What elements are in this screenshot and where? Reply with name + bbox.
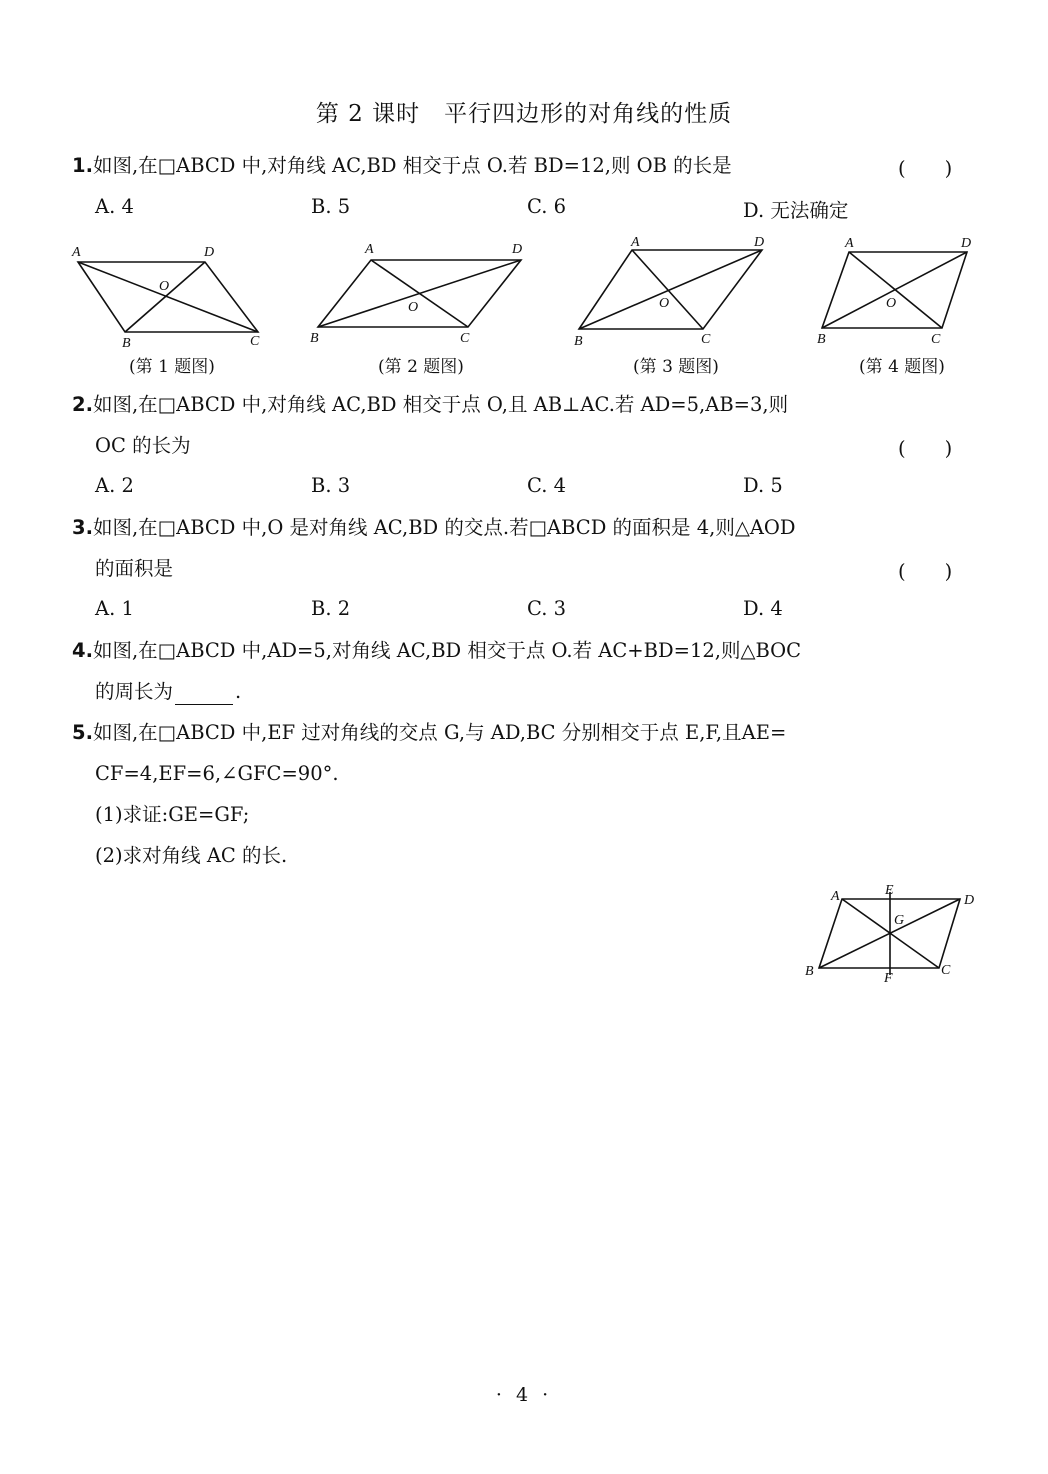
figure-1-label-d: D (204, 245, 215, 260)
figure-5-label-d: D (964, 893, 975, 908)
question-2-text-line-2: OC 的长为 (95, 434, 191, 457)
question-1-option-d: D. 无法确定 (743, 199, 849, 222)
figure-5-label-g: G (894, 913, 905, 928)
figure-1-caption: (第 1 题图) (129, 357, 215, 377)
figure-5-label-b: B (805, 964, 814, 979)
figure-5-label-c: C (941, 963, 951, 978)
figure-2-label-a: A (365, 242, 374, 257)
figure-2-label-c: C (460, 331, 470, 346)
question-3-text: 如图,在□ABCD 中,O 是对角线 AC,BD 的交点.若□ABCD 的面积是 4,则△AOD (92, 516, 796, 539)
question-1 (72, 153, 732, 179)
figure-2 (310, 242, 522, 346)
figure-4-caption: (第 4 题图) (859, 357, 945, 377)
question-1-answer-paren: ( ) (898, 157, 953, 180)
question-2 (72, 392, 788, 418)
figure-1-label-b: B (122, 336, 131, 351)
figure-1-label-o: O (159, 279, 170, 294)
question-5-text-line-2: CF=4,EF=6,∠GFC=90°. (95, 762, 339, 785)
figure-4-label-d: D (961, 236, 972, 251)
question-1-option-b: B. 5 (311, 195, 351, 218)
question-3-option-a: A. 1 (95, 597, 134, 620)
figure-5-label-e: E (885, 883, 894, 898)
question-1-text: 如图,在□ABCD 中,对角线 AC,BD 相交于点 O.若 BD=12,则 OB 的长是 (92, 154, 732, 177)
figure-4-label-o: O (886, 296, 897, 311)
figure-2-diagonal-bd (318, 260, 521, 327)
figure-2-label-o: O (408, 300, 419, 315)
figure-1 (71, 245, 260, 351)
figures-row (60, 232, 1020, 352)
figure-2-label-d: D (512, 242, 523, 257)
figure-1-label-c: C (250, 334, 260, 349)
question-5-number: 5. (72, 721, 93, 744)
question-4-answer-blank[interactable] (175, 684, 233, 705)
figure-5 (798, 878, 988, 988)
figure-4 (817, 236, 971, 347)
question-4-text-before-blank: 的周长为 (95, 680, 174, 703)
figure-3-label-o: O (659, 296, 670, 311)
question-3-option-c: C. 3 (527, 597, 567, 620)
question-2-option-a: A. 2 (95, 474, 134, 497)
figure-3-label-a: A (631, 235, 640, 250)
figure-2-label-b: B (310, 331, 319, 346)
question-1-option-a: A. 4 (95, 195, 134, 218)
figure-4-label-b: B (817, 332, 826, 347)
question-3 (72, 515, 796, 541)
question-3-text-line-2: 的面积是 (95, 557, 174, 580)
page-title: 第 2 课时 平行四边形的对角线的性质 (315, 101, 733, 127)
question-3-answer-paren: ( ) (898, 560, 953, 583)
figure-3-caption: (第 3 题图) (633, 357, 719, 377)
question-2-number: 2. (72, 393, 93, 416)
question-4-text: 如图,在□ABCD 中,AD=5,对角线 AC,BD 相交于点 O.若 AC+BD=12,则△BOC (92, 639, 802, 662)
question-1-option-c: C. 6 (527, 195, 567, 218)
figure-1-diagonal-bd (125, 262, 205, 332)
question-2-option-d: D. 5 (743, 474, 783, 497)
figure-3-diagonal-ac (632, 250, 703, 329)
figure-3-label-d: D (754, 235, 765, 250)
question-2-text: 如图,在□ABCD 中,对角线 AC,BD 相交于点 O,且 AB⊥AC.若 AD=5,AB=3,则 (92, 393, 789, 416)
page-number: · 4 · (495, 1384, 553, 1406)
figure-4-label-a: A (845, 236, 854, 251)
question-5 (72, 720, 786, 746)
figure-4-label-c: C (931, 332, 941, 347)
question-4-number: 4. (72, 639, 93, 662)
question-5-text: 如图,在□ABCD 中,EF 过对角线的交点 G,与 AD,BC 分别相交于点 E,F,且AE= (92, 721, 787, 744)
question-3-option-b: B. 2 (311, 597, 351, 620)
question-3-option-d: D. 4 (743, 597, 783, 620)
figure-1-label-a: A (72, 245, 81, 260)
question-4 (72, 638, 801, 664)
question-5-subquestion-2: (2)求对角线 AC 的长. (95, 844, 288, 867)
question-2-option-b: B. 3 (311, 474, 351, 497)
question-4-text-after-blank: . (235, 680, 242, 703)
question-2-option-c: C. 4 (527, 474, 567, 497)
figure-2-caption: (第 2 题图) (378, 357, 464, 377)
figure-3 (574, 235, 764, 349)
question-3-number: 3. (72, 516, 93, 539)
question-2-answer-paren: ( ) (898, 437, 953, 460)
question-1-number: 1. (72, 154, 93, 177)
figure-5-label-f: F (884, 971, 893, 986)
question-5-subquestion-1: (1)求证:GE=GF; (95, 803, 250, 826)
figure-3-label-c: C (701, 332, 711, 347)
figure-5-label-a: A (831, 889, 840, 904)
figure-3-label-b: B (574, 334, 583, 349)
question-4-text-line-2 (95, 679, 241, 705)
